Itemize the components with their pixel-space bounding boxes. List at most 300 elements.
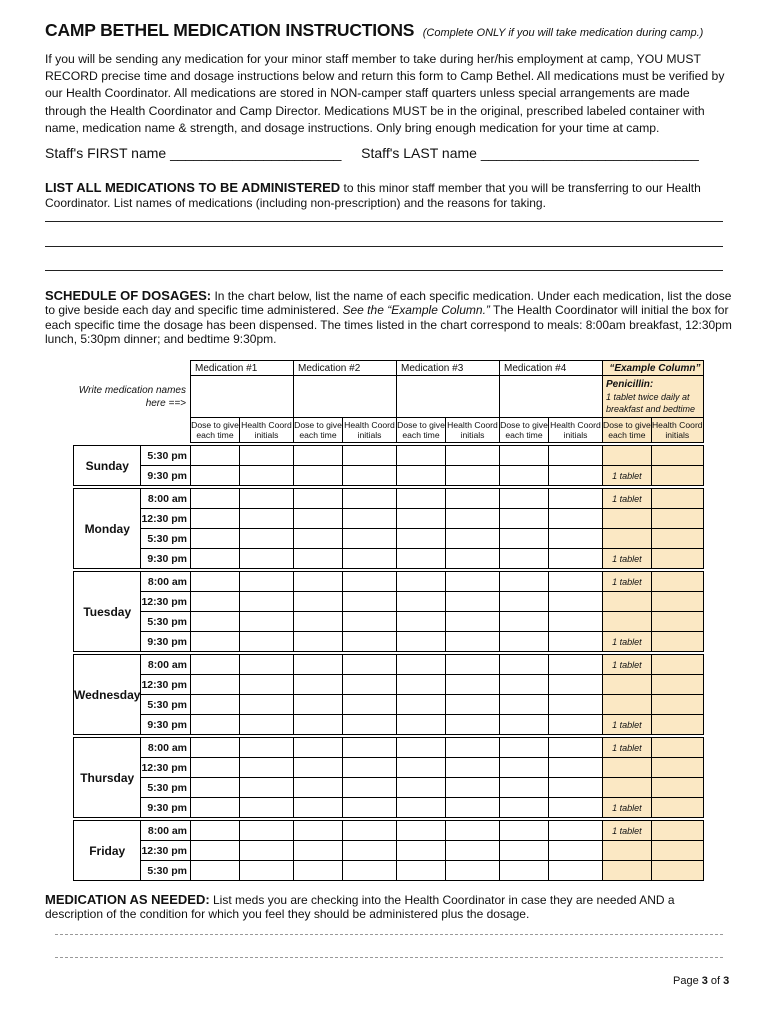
dose-cell[interactable] (397, 655, 446, 675)
initials-cell[interactable] (343, 489, 397, 509)
dose-cell[interactable] (191, 466, 240, 486)
dose-cell[interactable] (500, 841, 549, 861)
dose-cell[interactable] (294, 632, 343, 652)
schedule-row (74, 612, 704, 632)
initials-cell[interactable] (549, 821, 603, 841)
initials-cell[interactable] (549, 572, 603, 592)
initials-cell[interactable] (446, 778, 500, 798)
example-dose-cell (603, 446, 652, 466)
dose-cell[interactable] (500, 572, 549, 592)
medication-name-3[interactable] (397, 376, 500, 418)
example-med-instructions: 1 tablet twice daily at breakfast and bedtime (606, 392, 696, 414)
example-dose-cell (603, 778, 652, 798)
time-label: 5:30 pm (141, 778, 191, 798)
initials-cell[interactable] (240, 715, 294, 735)
initials-cell[interactable] (240, 612, 294, 632)
initials-cell[interactable] (240, 632, 294, 652)
initials-cell[interactable] (343, 821, 397, 841)
initials-cell[interactable] (343, 446, 397, 466)
dose-cell[interactable] (500, 509, 549, 529)
dose-subheader: Dose to give each time (603, 418, 652, 443)
initials-cell[interactable] (446, 861, 500, 881)
initials-cell[interactable] (240, 675, 294, 695)
example-initials-cell (651, 758, 703, 778)
initials-cell[interactable] (343, 715, 397, 735)
time-label: 9:30 pm (141, 798, 191, 818)
initials-cell[interactable] (343, 572, 397, 592)
dose-cell[interactable] (294, 758, 343, 778)
example-column-header: “Example Column” (603, 361, 704, 376)
initials-cell[interactable] (343, 529, 397, 549)
example-initials-cell (651, 841, 703, 861)
medication-name-2[interactable] (294, 376, 397, 418)
initials-cell[interactable] (446, 529, 500, 549)
example-dose-cell: 1 tablet (603, 632, 652, 652)
dose-cell[interactable] (191, 738, 240, 758)
title-line (45, 20, 703, 41)
dose-cell[interactable] (397, 675, 446, 695)
schedule-row (74, 509, 704, 529)
initials-cell[interactable] (446, 592, 500, 612)
dose-cell[interactable] (397, 861, 446, 881)
dose-cell[interactable] (397, 821, 446, 841)
dose-cell[interactable] (397, 489, 446, 509)
dose-cell[interactable] (294, 715, 343, 735)
dose-cell[interactable] (191, 612, 240, 632)
initials-cell[interactable] (549, 592, 603, 612)
page-total: 3 (723, 975, 730, 987)
health-initials-subheader: Health Coord initials (343, 418, 397, 443)
schedule-row (74, 572, 704, 592)
example-dose-cell (603, 758, 652, 778)
dose-cell[interactable] (294, 446, 343, 466)
medication-name-4[interactable] (500, 376, 603, 418)
day-label: Tuesday (74, 572, 141, 652)
dose-subheader: Dose to give each time (294, 418, 343, 443)
dose-cell[interactable] (191, 509, 240, 529)
time-label: 9:30 pm (141, 632, 191, 652)
time-label: 5:30 pm (141, 446, 191, 466)
dose-cell[interactable] (397, 841, 446, 861)
dose-cell[interactable] (500, 592, 549, 612)
schedule-row (74, 632, 704, 652)
dose-cell[interactable] (191, 489, 240, 509)
dose-cell[interactable] (294, 466, 343, 486)
dose-cell[interactable] (191, 861, 240, 881)
example-initials-cell (651, 632, 703, 652)
initials-cell[interactable] (240, 446, 294, 466)
example-med-name: Penicillin: (606, 379, 654, 390)
schedule-row (74, 446, 704, 466)
dose-cell[interactable] (500, 738, 549, 758)
initials-cell[interactable] (343, 466, 397, 486)
initials-cell[interactable] (549, 738, 603, 758)
example-dose-cell (603, 861, 652, 881)
dosage-schedule-table (73, 360, 704, 881)
initials-cell[interactable] (446, 509, 500, 529)
initials-cell[interactable] (549, 632, 603, 652)
initials-cell[interactable] (446, 841, 500, 861)
dose-cell[interactable] (191, 821, 240, 841)
initials-cell[interactable] (549, 758, 603, 778)
dose-cell[interactable] (397, 572, 446, 592)
schedule-row (74, 489, 704, 509)
initials-cell[interactable] (343, 738, 397, 758)
as-needed-line-1[interactable] (55, 934, 723, 935)
initials-cell[interactable] (343, 549, 397, 569)
initials-cell[interactable] (446, 655, 500, 675)
example-dose-cell: 1 tablet (603, 798, 652, 818)
initials-cell[interactable] (240, 466, 294, 486)
initials-cell[interactable] (446, 821, 500, 841)
time-label: 12:30 pm (141, 758, 191, 778)
health-initials-subheader: Health Coord initials (651, 418, 703, 443)
dose-cell[interactable] (397, 466, 446, 486)
dose-cell[interactable] (191, 778, 240, 798)
example-medication-name (603, 376, 704, 418)
initials-cell[interactable] (240, 758, 294, 778)
dose-cell[interactable] (500, 715, 549, 735)
dose-cell[interactable] (397, 612, 446, 632)
example-dose-cell (603, 841, 652, 861)
dose-cell[interactable] (191, 695, 240, 715)
initials-cell[interactable] (446, 715, 500, 735)
initials-cell[interactable] (343, 695, 397, 715)
initials-cell[interactable] (549, 861, 603, 881)
dose-cell[interactable] (294, 861, 343, 881)
medication-name-1[interactable] (191, 376, 294, 418)
dose-cell[interactable] (397, 738, 446, 758)
dose-cell[interactable] (397, 592, 446, 612)
dose-cell[interactable] (294, 592, 343, 612)
initials-cell[interactable] (549, 655, 603, 675)
example-initials-cell (651, 778, 703, 798)
dose-cell[interactable] (500, 655, 549, 675)
initials-cell[interactable] (240, 861, 294, 881)
time-label: 8:00 am (141, 738, 191, 758)
time-label: 5:30 pm (141, 695, 191, 715)
day-label: Wednesday (74, 655, 141, 735)
initials-cell[interactable] (343, 509, 397, 529)
example-dose-cell: 1 tablet (603, 655, 652, 675)
medication-header-2: Medication #2 (294, 361, 397, 376)
initials-cell[interactable] (549, 675, 603, 695)
initials-cell[interactable] (446, 612, 500, 632)
initials-cell[interactable] (549, 446, 603, 466)
dose-cell[interactable] (397, 446, 446, 466)
as-needed-section (45, 893, 735, 922)
example-dose-cell: 1 tablet (603, 715, 652, 735)
page-mid: of (707, 975, 724, 987)
initials-cell[interactable] (549, 529, 603, 549)
dose-cell[interactable] (191, 632, 240, 652)
dose-cell[interactable] (500, 861, 549, 881)
dose-subheader: Dose to give each time (397, 418, 446, 443)
time-label: 9:30 pm (141, 466, 191, 486)
initials-cell[interactable] (240, 778, 294, 798)
example-initials-cell (651, 489, 703, 509)
dose-cell[interactable] (294, 549, 343, 569)
dose-cell[interactable] (397, 632, 446, 652)
example-dose-cell (603, 612, 652, 632)
dose-cell[interactable] (294, 738, 343, 758)
dose-cell[interactable] (500, 778, 549, 798)
title-note: (Complete ONLY if you will take medication during camp.) (422, 27, 704, 39)
example-dose-cell: 1 tablet (603, 821, 652, 841)
medication-list-line-3[interactable] (45, 270, 723, 271)
example-initials-cell (651, 592, 703, 612)
initials-cell[interactable] (549, 695, 603, 715)
page-number (673, 975, 729, 987)
day-label: Friday (74, 821, 141, 881)
dose-cell[interactable] (500, 466, 549, 486)
dose-cell[interactable] (191, 715, 240, 735)
dose-cell[interactable] (500, 821, 549, 841)
initials-cell[interactable] (343, 841, 397, 861)
example-dose-cell (603, 529, 652, 549)
dose-cell[interactable] (294, 798, 343, 818)
time-label: 8:00 am (141, 572, 191, 592)
schedule-row (74, 695, 704, 715)
list-medications-heading: LIST ALL MEDICATIONS TO BE ADMINISTERED (45, 180, 341, 195)
dose-cell[interactable] (397, 778, 446, 798)
initials-cell[interactable] (549, 778, 603, 798)
as-needed-line-2[interactable] (55, 957, 723, 958)
dose-cell[interactable] (500, 612, 549, 632)
initials-cell[interactable] (240, 695, 294, 715)
initials-cell[interactable] (549, 841, 603, 861)
dose-cell[interactable] (191, 655, 240, 675)
dose-cell[interactable] (500, 529, 549, 549)
example-initials-cell (651, 466, 703, 486)
dose-cell[interactable] (294, 509, 343, 529)
medication-list-line-2[interactable] (45, 246, 723, 247)
dose-cell[interactable] (500, 549, 549, 569)
day-label: Thursday (74, 738, 141, 818)
initials-cell[interactable] (240, 549, 294, 569)
initials-cell[interactable] (343, 612, 397, 632)
example-initials-cell (651, 612, 703, 632)
schedule-text-1: In the chart below, list the name of each specific medication. Under each medication, list the dose to give beside each day and specific time administered. (45, 289, 732, 318)
list-medications-text: to this minor staff member that you will be transferring to our Health Coordinator. List names of medications (including non-prescription) and the reasons for taking. (45, 181, 701, 210)
dose-cell[interactable] (500, 632, 549, 652)
dose-cell[interactable] (294, 489, 343, 509)
dose-cell[interactable] (397, 798, 446, 818)
dose-cell[interactable] (500, 489, 549, 509)
dose-cell[interactable] (397, 695, 446, 715)
initials-cell[interactable] (446, 466, 500, 486)
schedule-row (74, 592, 704, 612)
dose-cell[interactable] (294, 675, 343, 695)
dose-cell[interactable] (294, 841, 343, 861)
example-initials-cell (651, 509, 703, 529)
time-label: 5:30 pm (141, 861, 191, 881)
as-needed-text: List meds you are checking into the Health Coordinator in case they are needed AND a description of the condition for which you feel they should be administered plus the dosage. (45, 893, 675, 922)
medication-header-1: Medication #1 (191, 361, 294, 376)
medication-header-4: Medication #4 (500, 361, 603, 376)
example-initials-cell (651, 821, 703, 841)
first-name-field[interactable]: Staff's FIRST name ______________________ (45, 145, 342, 161)
time-label: 8:00 am (141, 821, 191, 841)
initials-cell[interactable] (549, 489, 603, 509)
dose-cell[interactable] (191, 446, 240, 466)
initials-cell[interactable] (549, 715, 603, 735)
dose-cell[interactable] (500, 798, 549, 818)
initials-cell[interactable] (240, 655, 294, 675)
dose-cell[interactable] (397, 758, 446, 778)
dose-cell[interactable] (397, 529, 446, 549)
schedule-row (74, 738, 704, 758)
day-label: Monday (74, 489, 141, 569)
initials-cell[interactable] (549, 549, 603, 569)
example-dose-cell (603, 675, 652, 695)
example-initials-cell (651, 675, 703, 695)
example-dose-cell: 1 tablet (603, 466, 652, 486)
initials-cell[interactable] (446, 798, 500, 818)
health-initials-subheader: Health Coord initials (446, 418, 500, 443)
dose-cell[interactable] (294, 695, 343, 715)
initials-cell[interactable] (343, 675, 397, 695)
schedule-row (74, 861, 704, 881)
initials-cell[interactable] (240, 529, 294, 549)
initials-cell[interactable] (343, 861, 397, 881)
time-label: 12:30 pm (141, 675, 191, 695)
page-prefix: Page (673, 975, 702, 987)
example-initials-cell (651, 798, 703, 818)
time-label: 8:00 am (141, 655, 191, 675)
schedule-heading: SCHEDULE OF DOSAGES: (45, 288, 212, 303)
schedule-row (74, 798, 704, 818)
dose-cell[interactable] (294, 572, 343, 592)
dose-cell[interactable] (397, 509, 446, 529)
dose-cell[interactable] (191, 841, 240, 861)
time-label: 9:30 pm (141, 549, 191, 569)
initials-cell[interactable] (343, 592, 397, 612)
time-label: 9:30 pm (141, 715, 191, 735)
write-medication-label: Write medication names here ==> (78, 384, 186, 409)
dose-cell[interactable] (397, 715, 446, 735)
dose-cell[interactable] (191, 675, 240, 695)
example-initials-cell (651, 861, 703, 881)
initials-cell[interactable] (549, 798, 603, 818)
example-dose-cell (603, 695, 652, 715)
dose-cell[interactable] (191, 758, 240, 778)
example-dose-cell: 1 tablet (603, 572, 652, 592)
dose-cell[interactable] (500, 675, 549, 695)
as-needed-heading: MEDICATION AS NEEDED: (45, 892, 210, 907)
dose-subheader: Dose to give each time (191, 418, 240, 443)
initials-cell[interactable] (343, 778, 397, 798)
initials-cell[interactable] (240, 798, 294, 818)
initials-cell[interactable] (240, 572, 294, 592)
initials-cell[interactable] (446, 489, 500, 509)
page-current: 3 (701, 975, 708, 987)
example-dose-cell: 1 tablet (603, 738, 652, 758)
example-initials-cell (651, 655, 703, 675)
dose-cell[interactable] (294, 529, 343, 549)
schedule-text-2: The Health Coordinator will initial the box for each specific time the dosage has been dispensed. The times listed in the chart correspond to meals: 8:00am breakfast, 12:30pm lunch, 5:30pm dinner; and bedtime 9:30pm. (45, 303, 732, 347)
initials-cell[interactable] (446, 695, 500, 715)
example-initials-cell (651, 446, 703, 466)
initials-cell[interactable] (446, 572, 500, 592)
schedule-row (74, 466, 704, 486)
initials-cell[interactable] (343, 655, 397, 675)
list-medications-section (45, 180, 735, 211)
dose-subheader: Dose to give each time (500, 418, 549, 443)
dose-cell[interactable] (294, 821, 343, 841)
dose-cell[interactable] (500, 695, 549, 715)
dose-cell[interactable] (191, 798, 240, 818)
dose-cell[interactable] (500, 446, 549, 466)
initials-cell[interactable] (240, 841, 294, 861)
dose-cell[interactable] (397, 549, 446, 569)
intro-paragraph: If you will be sending any medication for your minor staff member to take during her/his employment at camp, YOU MUST RECORD precise time and dosage instructions below and return this form to Camp Bethel. All medications must be verified by our Health Coordinator. All medications are stored in NON-camper staff quarters unless special arrangements are made through the Health Coordinator and Camp Director. Medications MUST be in the original, prescribed labeled container with name, medication name & strength, and dosage instructions. Only bring enough medication for your time at camp. (45, 52, 725, 135)
day-label: Sunday (74, 446, 141, 486)
initials-cell[interactable] (240, 821, 294, 841)
initials-cell[interactable] (549, 509, 603, 529)
dose-cell[interactable] (294, 655, 343, 675)
initials-cell[interactable] (446, 758, 500, 778)
initials-cell[interactable] (240, 489, 294, 509)
schedule-section (45, 289, 735, 347)
initials-cell[interactable] (446, 738, 500, 758)
initials-cell[interactable] (446, 446, 500, 466)
example-initials-cell (651, 738, 703, 758)
example-dose-cell: 1 tablet (603, 489, 652, 509)
example-initials-cell (651, 549, 703, 569)
medication-header-3: Medication #3 (397, 361, 500, 376)
schedule-row (74, 549, 704, 569)
dose-cell[interactable] (500, 758, 549, 778)
initials-cell[interactable] (446, 675, 500, 695)
schedule-row (74, 841, 704, 861)
initials-cell[interactable] (549, 612, 603, 632)
last-name-field[interactable]: Staff's LAST name ____________________________ (361, 145, 699, 161)
initials-cell[interactable] (446, 549, 500, 569)
time-label: 12:30 pm (141, 841, 191, 861)
schedule-text-example: See the “Example Column.” (342, 303, 490, 318)
initials-cell[interactable] (549, 466, 603, 486)
dose-cell[interactable] (191, 572, 240, 592)
dose-cell[interactable] (294, 778, 343, 798)
time-label: 5:30 pm (141, 529, 191, 549)
schedule-row (74, 655, 704, 675)
example-initials-cell (651, 529, 703, 549)
initials-cell[interactable] (343, 798, 397, 818)
initials-cell[interactable] (343, 758, 397, 778)
initials-cell[interactable] (240, 509, 294, 529)
initials-cell[interactable] (240, 592, 294, 612)
schedule-row (74, 778, 704, 798)
example-initials-cell (651, 572, 703, 592)
example-dose-cell (603, 592, 652, 612)
initials-cell[interactable] (240, 738, 294, 758)
dose-cell[interactable] (294, 612, 343, 632)
example-initials-cell (651, 715, 703, 735)
initials-cell[interactable] (446, 632, 500, 652)
schedule-row (74, 675, 704, 695)
medication-list-line-1[interactable] (45, 221, 723, 222)
time-label: 12:30 pm (141, 509, 191, 529)
initials-cell[interactable] (343, 632, 397, 652)
staff-name-fields (45, 145, 699, 161)
dose-cell[interactable] (191, 529, 240, 549)
time-label: 8:00 am (141, 489, 191, 509)
schedule-row (74, 758, 704, 778)
health-initials-subheader: Health Coord initials (240, 418, 294, 443)
dose-cell[interactable] (191, 549, 240, 569)
dose-cell[interactable] (191, 592, 240, 612)
